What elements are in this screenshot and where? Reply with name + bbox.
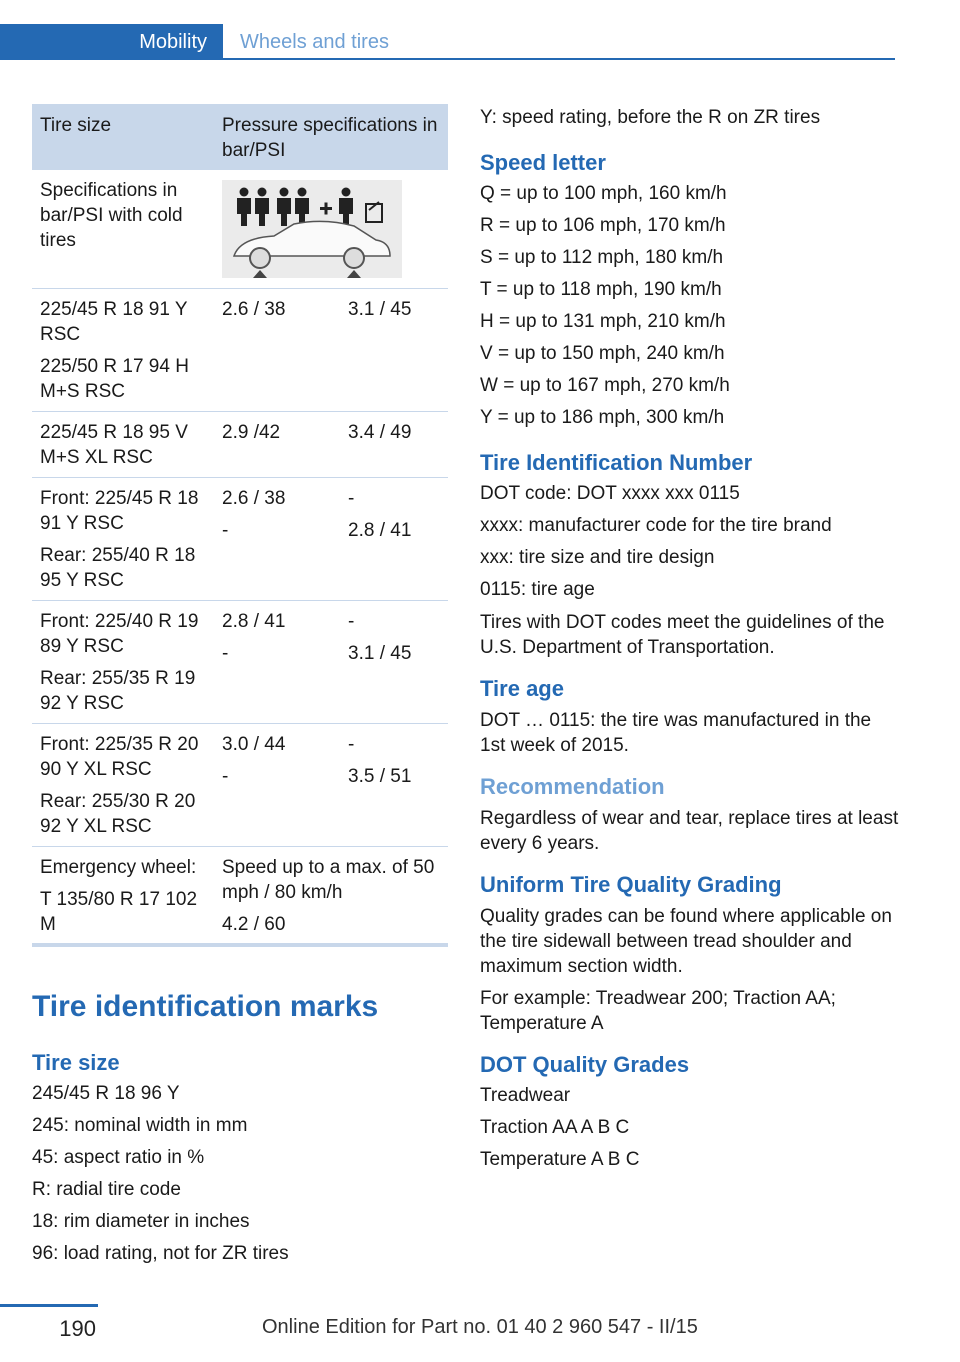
page-number: 190: [59, 1316, 96, 1341]
table-row: [32, 412, 448, 478]
pressure-cell: 2.6 / 38: [222, 488, 286, 509]
table-row: [32, 289, 448, 412]
text-line: H = up to 131 mph, 210 km/h: [480, 311, 726, 332]
text-line: 0115: tire age: [480, 579, 595, 600]
recommendation-heading: Recommendation: [480, 774, 665, 799]
table-row: [32, 478, 448, 601]
table-row: [32, 724, 448, 847]
tire-size-cell: Front: 225/40 R 19 89 Y RSC: [40, 611, 199, 657]
tire-age-heading: Tire age: [480, 676, 564, 701]
text-line: V = up to 150 mph, 240 km/h: [480, 343, 725, 364]
table-header: [32, 104, 448, 170]
tire-size-cell: Front: 225/35 R 20 90 Y XL RSC: [40, 734, 199, 780]
tire-size-cell: Rear: 255/40 R 18 95 Y RSC: [40, 545, 196, 591]
tire-size-heading: Tire size: [32, 1050, 120, 1075]
text-line: DOT code: DOT xxxx xxx 0115: [480, 483, 740, 504]
tin-heading: Tire Identification Number: [480, 450, 753, 475]
text-line: R: radial tire code: [32, 1179, 181, 1200]
header-pressure: Pressure specifications in bar/PSI: [222, 115, 438, 161]
text-line: 18: rim diameter in inches: [32, 1211, 250, 1232]
pressure-cell: 2.6 / 38: [222, 299, 286, 320]
text-line: Y: speed rating, before the R on ZR tires: [480, 107, 821, 128]
text-paragraph: Regardless of wear and tear, replace tires at least every 6 years.: [480, 808, 899, 854]
load-condition-pictogram: [222, 180, 402, 278]
text-line: S = up to 112 mph, 180 km/h: [480, 247, 724, 268]
vehicle-load-icon: [222, 180, 402, 278]
speed-letter-heading: Speed letter: [480, 150, 606, 175]
tire-size-cell: 225/45 R 18 95 V M+S XL RSC: [40, 422, 188, 468]
footer-rule: [0, 1304, 98, 1307]
tire-size-cell: Front: 225/45 R 18 91 Y RSC: [40, 488, 199, 534]
section-title: Tire identification marks: [32, 990, 379, 1023]
text-line: 96: load rating, not for ZR tires: [32, 1243, 289, 1264]
emergency-label: Emergency wheel:: [40, 857, 197, 878]
text-line: 45: aspect ratio in %: [32, 1147, 205, 1168]
tire-size-cell: Rear: 255/30 R 20 92 Y XL RSC: [40, 791, 196, 837]
pressure-cell: -: [348, 611, 355, 632]
text-paragraph: Tires with DOT codes meet the guidelines of the U.S. Department of Transportation.: [480, 612, 885, 658]
pressure-cell: 2.8 / 41: [222, 611, 286, 632]
text-paragraph: Quality grades can be found where applicable on the tire sidewall between tread shoulder and maximum section width.: [480, 906, 892, 977]
text-line: xxxx: manufacturer code for the tire brand: [480, 515, 832, 536]
text-paragraph: For example: Treadwear 200; Traction AA; Temperature A: [480, 988, 836, 1034]
emergency-speed: Speed up to a max. of 50 mph / 80 km/h: [222, 857, 435, 903]
pressure-cell: 3.1 / 45: [348, 643, 412, 664]
spec-label: Specifications in bar/PSI with cold tires: [40, 180, 183, 251]
tire-size-cell: 225/50 R 17 94 H M+S RSC: [40, 356, 189, 402]
pressure-cell: -: [348, 488, 355, 509]
emergency-size: T 135/80 R 17 102 M: [40, 889, 198, 935]
text-line: Temperature A B C: [480, 1149, 640, 1170]
pressure-cell: 3.5 / 51: [348, 766, 412, 787]
header-rule: [223, 58, 895, 60]
text-line: 245/45 R 18 96 Y: [32, 1083, 180, 1104]
text-line: R = up to 106 mph, 170 km/h: [480, 215, 726, 236]
text-line: 245: nominal width in mm: [32, 1115, 248, 1136]
text-line: T = up to 118 mph, 190 km/h: [480, 279, 722, 300]
pressure-cell: -: [348, 734, 355, 755]
text-line: Traction AA A B C: [480, 1117, 630, 1138]
dot-quality-heading: DOT Quality Grades: [480, 1052, 690, 1077]
header-tire-size: Tire size: [40, 115, 112, 136]
pressure-cell: -: [222, 520, 229, 541]
utqg-heading: Uniform Tire Quality Grading: [480, 872, 782, 897]
table-row: [32, 601, 448, 724]
tire-size-cell: 225/45 R 18 91 Y RSC: [40, 299, 188, 345]
section-tab-mobility[interactable]: Mobility: [0, 24, 223, 60]
right-column: [480, 102, 900, 1176]
pressure-cell: -: [222, 643, 229, 664]
text-paragraph: DOT … 0115: the tire was manufactured in the 1st week of 2015.: [480, 710, 872, 756]
emergency-pressure: 4.2 / 60: [222, 914, 286, 935]
tire-size-cell: Rear: 255/35 R 19 92 Y RSC: [40, 668, 196, 714]
text-line: xxx: tire size and tire design: [480, 547, 715, 568]
table-row-emergency: [32, 847, 448, 943]
tire-size-section: [32, 1048, 448, 1270]
text-line: Y = up to 186 mph, 300 km/h: [480, 407, 725, 428]
table-row: [32, 170, 448, 289]
page-header: [0, 24, 895, 62]
pressure-cell: -: [222, 766, 229, 787]
text-line: Treadwear: [480, 1085, 571, 1106]
pressure-cell: 3.0 / 44: [222, 734, 286, 755]
text-line: W = up to 167 mph, 270 km/h: [480, 375, 730, 396]
edition-note: Online Edition for Part no. 01 40 2 960 547 - II/15: [262, 1316, 698, 1338]
pressure-cell: 2.8 / 41: [348, 520, 412, 541]
pressure-cell: 3.1 / 45: [348, 299, 412, 320]
pressure-cell: 2.9 /42: [222, 422, 281, 443]
section-tab-wheels-and-tires[interactable]: Wheels and tires: [240, 31, 389, 53]
pressure-cell: 3.4 / 49: [348, 422, 412, 443]
text-line: Q = up to 100 mph, 160 km/h: [480, 183, 727, 204]
tire-pressure-table: [32, 104, 448, 947]
